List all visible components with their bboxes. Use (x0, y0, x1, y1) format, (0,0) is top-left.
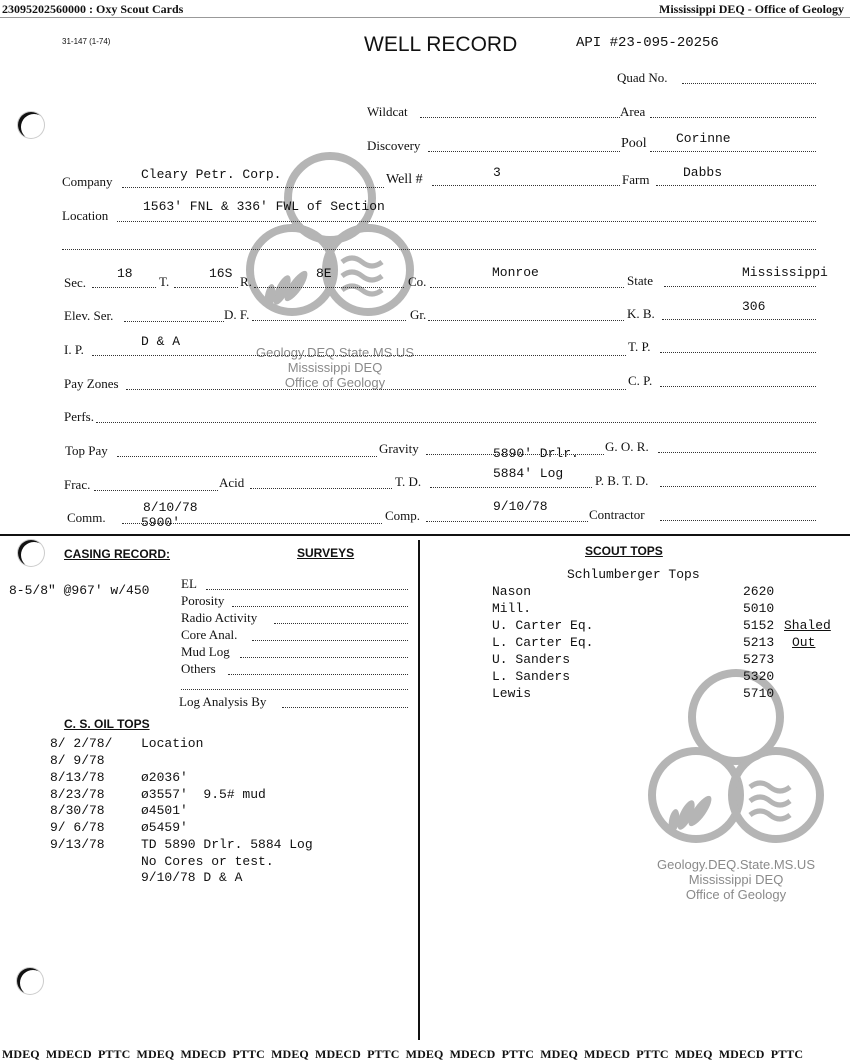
watermark-text-lower (636, 857, 836, 902)
label-state: State (627, 273, 653, 288)
survey-item-others: Others (181, 661, 216, 676)
field-sec-line (92, 287, 156, 288)
label-payzones: Pay Zones (64, 376, 119, 391)
watermark-line3: Office of Geology (284, 375, 386, 390)
cs-note: ø2036' (141, 770, 188, 785)
cs-date: 8/ 9/78 (50, 753, 105, 768)
label-discovery: Discovery (367, 138, 421, 153)
field-kb-line (662, 319, 816, 320)
scout-depth: 5273 (743, 652, 775, 667)
scout-name: U. Carter Eq. (492, 618, 594, 633)
cs-date: 9/13/78 (50, 837, 105, 852)
value-comp: 9/10/78 (493, 499, 548, 514)
survey-line-porosity (232, 606, 408, 607)
field-perfs-line (96, 422, 816, 423)
survey-line-core (252, 640, 408, 641)
field-well-line (432, 185, 620, 186)
value-farm: Dabbs (683, 165, 723, 180)
field-cp-line (660, 386, 816, 387)
watermark-line1: Geology.DEQ.State.MS.US (256, 345, 414, 360)
label-gr: Gr. (410, 307, 427, 322)
watermark-line3: Office of Geology (685, 887, 787, 902)
label-company: Company (62, 174, 113, 189)
label-kb: K. B. (627, 306, 655, 321)
field-toppay-line (117, 456, 377, 457)
survey-line-radio (274, 623, 408, 624)
label-comp: Comp. (385, 508, 421, 523)
field-quad-line (682, 83, 816, 84)
label-tp: T. P. (628, 339, 651, 354)
value-co: Monroe (492, 265, 539, 280)
cs-note: TD 5890 Drlr. 5884 Log (141, 837, 313, 852)
cs-oil-tops-heading: C. S. OIL TOPS (64, 717, 150, 731)
value-location: 1563' FNL & 336' FWL of Section (143, 199, 385, 214)
watermark-line2: Mississippi DEQ (287, 360, 383, 375)
value-company: Cleary Petr. Corp. (141, 167, 282, 182)
cs-date: 8/13/78 (50, 770, 105, 785)
scout-depth: 5710 (743, 686, 775, 701)
value-t: 16S (209, 266, 233, 281)
api-number: API #23-095-20256 (576, 35, 719, 51)
value-comm-depth: 5900' (141, 515, 181, 530)
watermark-text-upper (235, 345, 435, 390)
cs-date: 9/ 6/78 (50, 820, 105, 835)
label-contractor: Contractor (589, 507, 645, 522)
value-state: Mississippi (742, 265, 828, 280)
header-left: 23095202560000 : Oxy Scout Cards (2, 2, 184, 16)
survey-item-mudlog: Mud Log (181, 644, 230, 659)
label-frac: Frac. (64, 477, 91, 492)
scout-tops-heading: SCOUT TOPS (585, 544, 663, 558)
label-sec: Sec. (64, 275, 87, 290)
section-divider-horizontal (0, 534, 850, 536)
survey-line-el (206, 589, 408, 590)
value-td-log: 5884' Log (493, 466, 564, 481)
cs-note: ø5459' (141, 820, 188, 835)
survey-line-blank (181, 689, 408, 690)
field-discovery-line (428, 151, 620, 152)
field-co-line (430, 287, 624, 288)
form-number: 31-147 (1-74) (62, 37, 111, 46)
field-gor-line (658, 452, 816, 453)
cs-note: No Cores or test. (141, 854, 274, 869)
field-location-line-2 (62, 249, 816, 250)
label-toppay: Top Pay (65, 443, 108, 458)
scout-depth: 5213 (743, 635, 775, 650)
scout-name: Lewis (492, 686, 532, 701)
cs-date: 8/ 2/78/ (50, 736, 113, 751)
field-comm-line (122, 523, 382, 524)
field-tp-line (660, 352, 816, 353)
field-df-line (252, 320, 406, 321)
cs-date: 8/30/78 (50, 803, 105, 818)
survey-line-mudlog (240, 657, 408, 658)
value-sec: 18 (117, 266, 133, 281)
field-state-line (664, 286, 816, 287)
field-ip-line (92, 355, 626, 356)
value-comm-date: 8/10/78 (143, 500, 198, 515)
cs-note: 9/10/78 D & A (141, 870, 243, 885)
cs-note: ø3557' 9.5# mud (141, 787, 266, 802)
watermark-logo-lower (632, 665, 842, 865)
value-pool: Corinne (676, 131, 731, 146)
label-co: Co. (408, 274, 427, 289)
field-wildcat-line (420, 117, 620, 118)
field-acid-line (250, 488, 392, 489)
field-area-line (650, 117, 816, 118)
field-location-line (117, 221, 816, 222)
value-r: 8E (316, 266, 332, 281)
label-t: T. (159, 274, 170, 289)
cs-date: 8/23/78 (50, 787, 105, 802)
field-t-line (174, 287, 238, 288)
scout-name: L. Carter Eq. (492, 635, 594, 650)
value-ip: D & A (141, 334, 181, 349)
casing-heading: CASING RECORD: (64, 547, 171, 561)
field-pool-line (650, 151, 816, 152)
label-well: Well # (386, 172, 423, 187)
scout-name: U. Sanders (492, 652, 571, 667)
label-gravity: Gravity (379, 441, 419, 456)
label-ip: I. P. (64, 342, 84, 357)
label-pool: Pool (621, 136, 647, 151)
field-r-line (254, 287, 404, 288)
field-contractor-line (660, 520, 816, 521)
cs-note: ø4501' (141, 803, 188, 818)
label-acid: Acid (219, 475, 245, 490)
field-payzones-line (126, 389, 626, 390)
cs-note: Location (141, 736, 204, 751)
label-farm: Farm (622, 172, 650, 187)
value-kb: 306 (742, 299, 766, 314)
header-rule (0, 17, 850, 18)
label-td: T. D. (395, 474, 422, 489)
field-frac-line (94, 490, 218, 491)
label-perfs: Perfs. (64, 409, 94, 424)
scout-note-out: Out (792, 635, 816, 650)
label-wildcat: Wildcat (367, 104, 408, 119)
label-area: Area (620, 104, 646, 119)
survey-item-el: EL (181, 576, 197, 591)
punch-hole-top (18, 112, 44, 138)
survey-item-core: Core Anal. (181, 627, 238, 642)
field-pbtd-line (660, 486, 816, 487)
field-farm-line (656, 185, 816, 186)
value-td-drlr: 5890' Drlr. (493, 446, 579, 461)
punch-hole-bottom (17, 968, 43, 994)
scout-depth: 5152 (743, 618, 775, 633)
header-right: Mississippi DEQ - Office of Geology (659, 2, 844, 16)
footer-strip: MDEQ MDECD PTTC MDEQ MDECD PTTC MDEQ MDECD PTTC MDEQ MDECD PTTC MDEQ MDECD PTTC MDEQ MDECD PTTC (2, 1047, 804, 1061)
scout-note-shaled: Shaled (784, 618, 831, 633)
scout-name: Mill. (492, 601, 532, 616)
scout-tops-subheading: Schlumberger Tops (567, 567, 700, 582)
survey-line-others (228, 674, 408, 675)
label-elev: Elev. Ser. (64, 308, 114, 323)
label-gor: G. O. R. (605, 439, 649, 454)
scout-depth: 5010 (743, 601, 775, 616)
label-df: D. F. (224, 307, 250, 322)
watermark-line1: Geology.DEQ.State.MS.US (657, 857, 815, 872)
label-quad: Quad No. (617, 70, 668, 85)
field-company-line (122, 187, 384, 188)
watermark-line2: Mississippi DEQ (688, 872, 784, 887)
casing-value: 8-5/8" @967' w/450 (9, 583, 150, 598)
scout-depth: 5320 (743, 669, 775, 684)
survey-item-radio: Radio Activity (181, 610, 258, 625)
label-cp: C. P. (628, 373, 653, 388)
surveys-heading: SURVEYS (297, 546, 355, 560)
punch-hole-middle (18, 540, 44, 566)
field-td-line (430, 487, 592, 488)
form-title: WELL RECORD (364, 33, 518, 56)
scout-name: Nason (492, 584, 532, 599)
label-pbtd: P. B. T. D. (595, 473, 649, 488)
label-r: R. (240, 274, 252, 289)
section-divider-vertical (418, 540, 420, 1040)
label-location: Location (62, 208, 109, 223)
scout-name: L. Sanders (492, 669, 571, 684)
survey-log-analysis: Log Analysis By (179, 694, 267, 709)
field-comp-line (426, 521, 588, 522)
label-comm: Comm. (67, 510, 106, 525)
scout-depth: 2620 (743, 584, 775, 599)
field-elev-line (124, 321, 224, 322)
survey-item-porosity: Porosity (181, 593, 225, 608)
field-gravity-line (426, 454, 604, 455)
field-gr-line (428, 320, 624, 321)
value-well: 3 (493, 165, 501, 180)
survey-line-log-analysis (282, 707, 408, 708)
